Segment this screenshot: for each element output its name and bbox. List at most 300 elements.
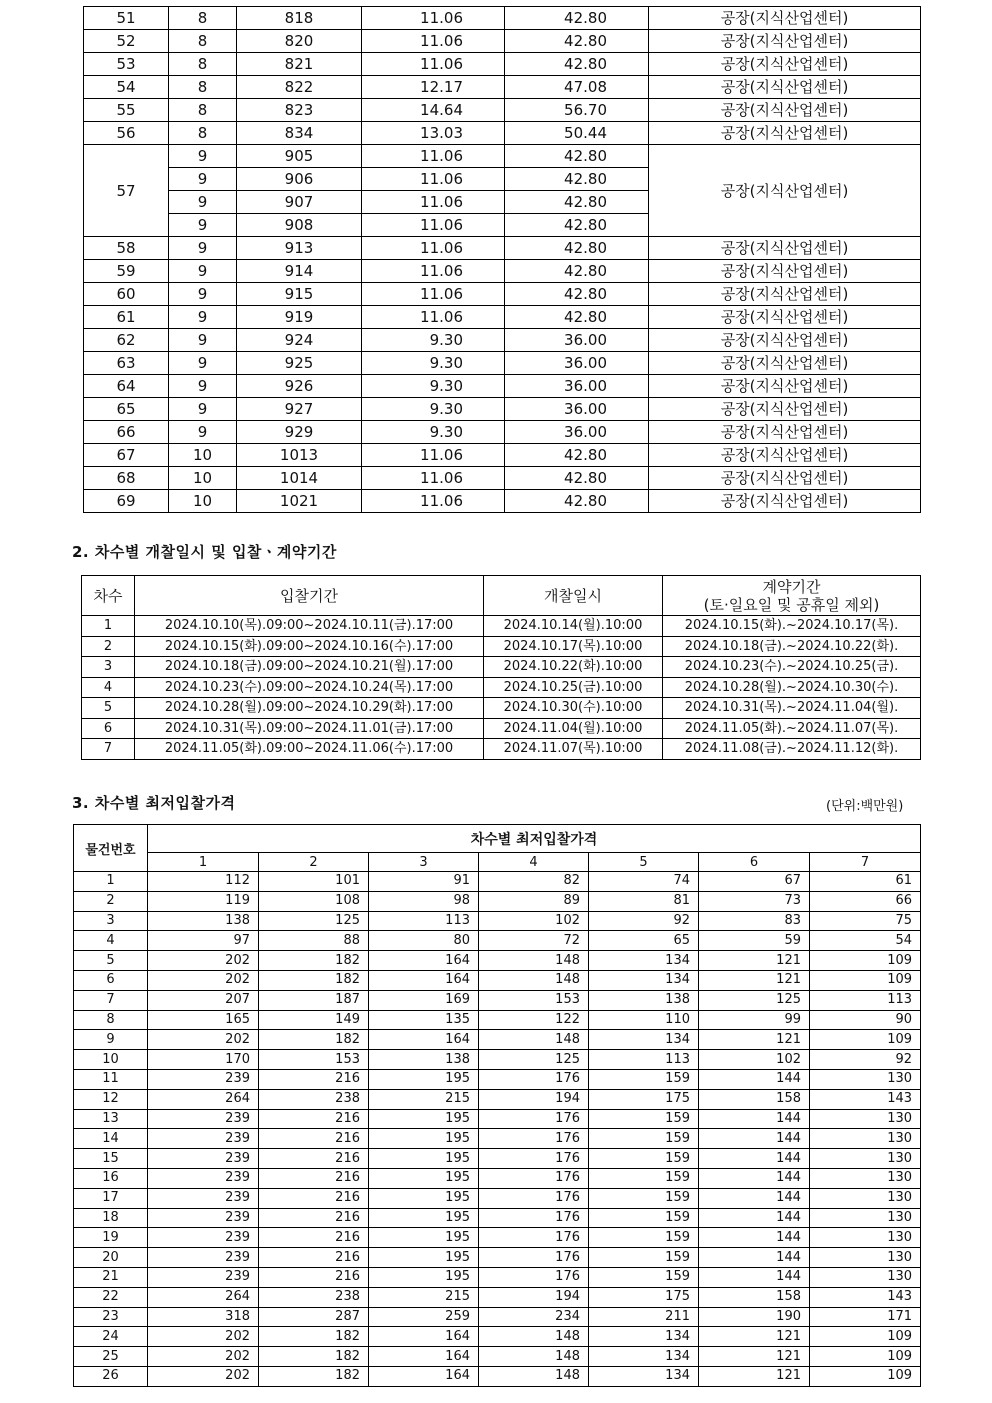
cell-floor: 9 [169, 398, 237, 421]
cell-floor: 9 [169, 168, 237, 191]
cell-price: 159 [589, 1188, 699, 1208]
table-row [84, 237, 921, 260]
table-row [84, 490, 921, 513]
cell-price: 176 [479, 1208, 589, 1228]
cell-use: 공장(지식산업센터) [649, 329, 921, 352]
price-header-row-2 [74, 853, 921, 872]
cell-price: 89 [479, 891, 589, 911]
cell-no: 59 [84, 260, 169, 283]
cell-price: 215 [369, 1089, 479, 1109]
cell-area: 11.06 [362, 260, 505, 283]
cell-bid-period: 2024.11.05(화).09:00~2024.11.06(수).17:00 [135, 739, 484, 760]
cell-price: 134 [589, 1030, 699, 1050]
cell-area: 9.30 [362, 375, 505, 398]
cell-use: 공장(지식산업센터) [649, 352, 921, 375]
cell-use: 공장(지식산업센터) [649, 99, 921, 122]
cell-use: 공장(지식산업센터) [649, 490, 921, 513]
cell-price: 159 [589, 1208, 699, 1228]
cell-price: 92 [810, 1050, 921, 1070]
cell-no: 60 [84, 283, 169, 306]
cell-area: 11.06 [362, 490, 505, 513]
cell-price: 176 [479, 1069, 589, 1089]
cell-price: 54 [810, 931, 921, 951]
cell-price: 159 [589, 1267, 699, 1287]
schedule-table [81, 575, 921, 760]
cell-price: 216 [259, 1149, 369, 1169]
cell-price: 148 [479, 951, 589, 971]
cell-no: 56 [84, 122, 169, 145]
cell-price: 113 [369, 911, 479, 931]
cell-price: 216 [259, 1109, 369, 1129]
cell-total: 42.80 [505, 467, 649, 490]
cell-area: 11.06 [362, 467, 505, 490]
cell-total: 42.80 [505, 7, 649, 30]
cell-total: 47.08 [505, 76, 649, 99]
cell-price: 99 [699, 1010, 810, 1030]
cell-price: 148 [479, 1327, 589, 1347]
table-row [74, 911, 921, 931]
cell-price: 90 [810, 1010, 921, 1030]
cell-total: 42.80 [505, 214, 649, 237]
cell-price: 121 [699, 1030, 810, 1050]
cell-area: 12.17 [362, 76, 505, 99]
property-table [83, 6, 921, 513]
cell-no: 55 [84, 99, 169, 122]
cell-use: 공장(지식산업센터) [649, 30, 921, 53]
cell-area: 11.06 [362, 168, 505, 191]
table-row [84, 467, 921, 490]
table-row [84, 306, 921, 329]
cell-no: 54 [84, 76, 169, 99]
cell-price: 125 [699, 990, 810, 1010]
unit-note: (단위:백만원) [826, 799, 904, 814]
cell-price: 130 [810, 1168, 921, 1188]
cell-unit: 1021 [237, 490, 362, 513]
cell-price: 113 [589, 1050, 699, 1070]
cell-price: 121 [699, 970, 810, 990]
table-row [74, 1069, 921, 1089]
cell-price: 138 [148, 911, 259, 931]
cell-price: 195 [369, 1188, 479, 1208]
cell-unit: 927 [237, 398, 362, 421]
cell-price: 202 [148, 1327, 259, 1347]
table-row [82, 698, 921, 719]
price-header-row-1 [74, 825, 921, 853]
cell-contract: 2024.10.23(수).~2024.10.25(금). [663, 657, 921, 678]
cell-price: 143 [810, 1287, 921, 1307]
cell-unit: 906 [237, 168, 362, 191]
cell-contract: 2024.11.05(화).~2024.11.07(목). [663, 718, 921, 739]
cell-floor: 9 [169, 145, 237, 168]
cell-no: 57 [84, 145, 169, 237]
cell-no: 52 [84, 30, 169, 53]
cell-no: 61 [84, 306, 169, 329]
cell-item-no: 6 [74, 970, 148, 990]
cell-price: 121 [699, 951, 810, 971]
cell-price: 259 [369, 1307, 479, 1327]
cell-item-no: 26 [74, 1366, 148, 1386]
cell-price: 164 [369, 1347, 479, 1367]
cell-price: 238 [259, 1287, 369, 1307]
cell-total: 56.70 [505, 99, 649, 122]
cell-price: 130 [810, 1267, 921, 1287]
cell-price: 176 [479, 1188, 589, 1208]
cell-item-no: 15 [74, 1149, 148, 1169]
table-row [84, 53, 921, 76]
cell-unit: 821 [237, 53, 362, 76]
cell-round: 5 [82, 698, 135, 719]
cell-price: 83 [699, 911, 810, 931]
cell-price: 149 [259, 1010, 369, 1030]
header-round-1: 1 [148, 853, 259, 872]
cell-item-no: 4 [74, 931, 148, 951]
cell-use: 공장(지식산업센터) [649, 398, 921, 421]
cell-price: 164 [369, 951, 479, 971]
cell-area: 9.30 [362, 398, 505, 421]
cell-contract: 2024.10.15(화).~2024.10.17(목). [663, 616, 921, 637]
cell-price: 264 [148, 1287, 259, 1307]
table-row [74, 1010, 921, 1030]
cell-price: 135 [369, 1010, 479, 1030]
cell-item-no: 24 [74, 1327, 148, 1347]
cell-price: 125 [479, 1050, 589, 1070]
cell-area: 11.06 [362, 444, 505, 467]
header-round-2: 2 [259, 853, 369, 872]
table-row [84, 260, 921, 283]
cell-area: 11.06 [362, 7, 505, 30]
cell-price: 130 [810, 1228, 921, 1248]
schedule-header-row [82, 576, 921, 616]
cell-unit: 925 [237, 352, 362, 375]
cell-price: 74 [589, 872, 699, 892]
cell-item-no: 2 [74, 891, 148, 911]
cell-use: 공장(지식산업센터) [649, 421, 921, 444]
cell-price: 239 [148, 1168, 259, 1188]
table-row [74, 1228, 921, 1248]
cell-opening: 2024.10.14(월).10:00 [484, 616, 663, 637]
cell-price: 170 [148, 1050, 259, 1070]
cell-price: 134 [589, 1327, 699, 1347]
table-row [74, 1307, 921, 1327]
cell-price: 195 [369, 1109, 479, 1129]
cell-price: 195 [369, 1208, 479, 1228]
cell-no: 69 [84, 490, 169, 513]
cell-price: 176 [479, 1109, 589, 1129]
cell-floor: 9 [169, 352, 237, 375]
cell-price: 239 [148, 1208, 259, 1228]
cell-item-no: 9 [74, 1030, 148, 1050]
cell-item-no: 23 [74, 1307, 148, 1327]
cell-floor: 8 [169, 7, 237, 30]
table-row [74, 891, 921, 911]
table-row [84, 122, 921, 145]
cell-price: 125 [259, 911, 369, 931]
cell-price: 144 [699, 1069, 810, 1089]
header-round-3: 3 [369, 853, 479, 872]
cell-price: 159 [589, 1149, 699, 1169]
cell-price: 108 [259, 891, 369, 911]
cell-contract: 2024.11.08(금).~2024.11.12(화). [663, 739, 921, 760]
cell-price: 65 [589, 931, 699, 951]
table-row [74, 1129, 921, 1149]
cell-price: 144 [699, 1208, 810, 1228]
cell-price: 195 [369, 1149, 479, 1169]
cell-floor: 8 [169, 53, 237, 76]
cell-item-no: 21 [74, 1267, 148, 1287]
cell-price: 81 [589, 891, 699, 911]
cell-area: 14.64 [362, 99, 505, 122]
cell-unit: 914 [237, 260, 362, 283]
table-row [82, 677, 921, 698]
header-item-no: 물건번호 [74, 825, 148, 872]
cell-price: 216 [259, 1129, 369, 1149]
cell-price: 158 [699, 1287, 810, 1307]
cell-price: 61 [810, 872, 921, 892]
table-row [74, 1168, 921, 1188]
cell-unit: 907 [237, 191, 362, 214]
cell-floor: 8 [169, 99, 237, 122]
cell-total: 42.80 [505, 191, 649, 214]
table-row [84, 283, 921, 306]
cell-opening: 2024.11.07(목).10:00 [484, 739, 663, 760]
cell-item-no: 7 [74, 990, 148, 1010]
cell-use: 공장(지식산업센터) [649, 76, 921, 99]
cell-price: 130 [810, 1069, 921, 1089]
header-price-group: 차수별 최저입찰가격 [148, 825, 921, 853]
cell-no: 63 [84, 352, 169, 375]
cell-price: 109 [810, 970, 921, 990]
cell-opening: 2024.11.04(월).10:00 [484, 718, 663, 739]
cell-price: 195 [369, 1248, 479, 1268]
cell-round: 2 [82, 636, 135, 657]
table-row [84, 375, 921, 398]
cell-floor: 8 [169, 76, 237, 99]
cell-price: 144 [699, 1149, 810, 1169]
cell-area: 11.06 [362, 30, 505, 53]
cell-price: 102 [699, 1050, 810, 1070]
cell-price: 202 [148, 1347, 259, 1367]
cell-price: 144 [699, 1168, 810, 1188]
cell-total: 42.80 [505, 283, 649, 306]
cell-total: 42.80 [505, 490, 649, 513]
min-price-table [73, 824, 921, 1387]
table-row [74, 872, 921, 892]
cell-price: 176 [479, 1168, 589, 1188]
cell-price: 138 [369, 1050, 479, 1070]
cell-price: 216 [259, 1168, 369, 1188]
cell-unit: 924 [237, 329, 362, 352]
table-row [74, 951, 921, 971]
cell-unit: 915 [237, 283, 362, 306]
cell-floor: 9 [169, 375, 237, 398]
cell-price: 109 [810, 1347, 921, 1367]
cell-bid-period: 2024.10.28(월).09:00~2024.10.29(화).17:00 [135, 698, 484, 719]
cell-price: 164 [369, 970, 479, 990]
cell-price: 110 [589, 1010, 699, 1030]
cell-price: 121 [699, 1366, 810, 1386]
cell-bid-period: 2024.10.31(목).09:00~2024.11.01(금).17:00 [135, 718, 484, 739]
cell-floor: 9 [169, 260, 237, 283]
table-row [74, 1347, 921, 1367]
cell-price: 159 [589, 1248, 699, 1268]
cell-price: 159 [589, 1069, 699, 1089]
cell-price: 144 [699, 1188, 810, 1208]
cell-price: 211 [589, 1307, 699, 1327]
header-round-5: 5 [589, 853, 699, 872]
cell-item-no: 18 [74, 1208, 148, 1228]
cell-price: 134 [589, 1366, 699, 1386]
cell-price: 175 [589, 1287, 699, 1307]
cell-price: 264 [148, 1089, 259, 1109]
cell-price: 195 [369, 1228, 479, 1248]
cell-area: 11.06 [362, 283, 505, 306]
cell-floor: 9 [169, 283, 237, 306]
property-table-body [84, 7, 921, 513]
cell-price: 59 [699, 931, 810, 951]
cell-item-no: 16 [74, 1168, 148, 1188]
cell-price: 148 [479, 1347, 589, 1367]
cell-price: 182 [259, 1030, 369, 1050]
cell-round: 3 [82, 657, 135, 678]
cell-price: 176 [479, 1149, 589, 1169]
cell-price: 66 [810, 891, 921, 911]
cell-total: 50.44 [505, 122, 649, 145]
table-row [74, 931, 921, 951]
cell-item-no: 12 [74, 1089, 148, 1109]
cell-unit: 834 [237, 122, 362, 145]
header-contract-line1: 계약기간 [762, 577, 821, 596]
table-row [74, 1267, 921, 1287]
cell-total: 42.80 [505, 306, 649, 329]
cell-price: 239 [148, 1129, 259, 1149]
cell-total: 42.80 [505, 444, 649, 467]
cell-price: 171 [810, 1307, 921, 1327]
cell-no: 66 [84, 421, 169, 444]
cell-price: 148 [479, 970, 589, 990]
header-round-7: 7 [810, 853, 921, 872]
cell-price: 143 [810, 1089, 921, 1109]
cell-price: 194 [479, 1089, 589, 1109]
min-price-table-body [74, 872, 921, 1387]
cell-item-no: 11 [74, 1069, 148, 1089]
cell-price: 130 [810, 1149, 921, 1169]
cell-price: 169 [369, 990, 479, 1010]
cell-price: 195 [369, 1168, 479, 1188]
table-row [74, 1149, 921, 1169]
cell-price: 194 [479, 1287, 589, 1307]
cell-price: 153 [259, 1050, 369, 1070]
cell-area: 9.30 [362, 329, 505, 352]
cell-floor: 10 [169, 444, 237, 467]
cell-area: 11.06 [362, 145, 505, 168]
cell-total: 42.80 [505, 237, 649, 260]
cell-area: 11.06 [362, 53, 505, 76]
cell-round: 1 [82, 616, 135, 637]
cell-opening: 2024.10.25(금).10:00 [484, 677, 663, 698]
cell-price: 80 [369, 931, 479, 951]
cell-opening: 2024.10.17(목).10:00 [484, 636, 663, 657]
table-row [74, 1030, 921, 1050]
cell-unit: 908 [237, 214, 362, 237]
cell-price: 164 [369, 1030, 479, 1050]
cell-floor: 9 [169, 237, 237, 260]
cell-price: 92 [589, 911, 699, 931]
cell-use: 공장(지식산업센터) [649, 306, 921, 329]
table-row [82, 616, 921, 637]
cell-price: 144 [699, 1129, 810, 1149]
section2-title: 2. 차수별 개찰일시 및 입찰ㆍ계약기간 [72, 543, 337, 561]
cell-price: 182 [259, 970, 369, 990]
cell-price: 165 [148, 1010, 259, 1030]
cell-floor: 9 [169, 214, 237, 237]
cell-use: 공장(지식산업센터) [649, 375, 921, 398]
cell-price: 144 [699, 1267, 810, 1287]
cell-price: 113 [810, 990, 921, 1010]
cell-price: 158 [699, 1089, 810, 1109]
cell-price: 159 [589, 1168, 699, 1188]
table-row [84, 7, 921, 30]
cell-price: 109 [810, 1327, 921, 1347]
cell-unit: 820 [237, 30, 362, 53]
cell-item-no: 19 [74, 1228, 148, 1248]
cell-use: 공장(지식산업센터) [649, 7, 921, 30]
cell-price: 130 [810, 1129, 921, 1149]
cell-price: 73 [699, 891, 810, 911]
cell-unit: 913 [237, 237, 362, 260]
cell-total: 42.80 [505, 53, 649, 76]
cell-contract: 2024.10.28(월).~2024.10.30(수). [663, 677, 921, 698]
header-contract [663, 576, 921, 616]
cell-price: 102 [479, 911, 589, 931]
cell-price: 234 [479, 1307, 589, 1327]
cell-bid-period: 2024.10.15(화).09:00~2024.10.16(수).17:00 [135, 636, 484, 657]
cell-unit: 919 [237, 306, 362, 329]
cell-unit: 926 [237, 375, 362, 398]
header-opening: 개찰일시 [484, 576, 663, 616]
cell-area: 13.03 [362, 122, 505, 145]
table-row [74, 1109, 921, 1129]
cell-price: 239 [148, 1228, 259, 1248]
cell-price: 112 [148, 872, 259, 892]
cell-price: 202 [148, 951, 259, 971]
cell-price: 119 [148, 891, 259, 911]
cell-area: 9.30 [362, 352, 505, 375]
cell-item-no: 5 [74, 951, 148, 971]
cell-total: 42.80 [505, 30, 649, 53]
table-row [82, 718, 921, 739]
cell-use: 공장(지식산업센터) [649, 145, 921, 237]
cell-floor: 8 [169, 122, 237, 145]
cell-price: 144 [699, 1228, 810, 1248]
table-row [74, 990, 921, 1010]
cell-price: 159 [589, 1228, 699, 1248]
cell-item-no: 3 [74, 911, 148, 931]
cell-price: 72 [479, 931, 589, 951]
cell-price: 148 [479, 1366, 589, 1386]
cell-price: 195 [369, 1069, 479, 1089]
cell-price: 318 [148, 1307, 259, 1327]
cell-unit: 929 [237, 421, 362, 444]
cell-price: 216 [259, 1188, 369, 1208]
cell-use: 공장(지식산업센터) [649, 237, 921, 260]
cell-opening: 2024.10.30(수).10:00 [484, 698, 663, 719]
cell-unit: 1013 [237, 444, 362, 467]
cell-item-no: 20 [74, 1248, 148, 1268]
cell-area: 9.30 [362, 421, 505, 444]
cell-area: 11.06 [362, 191, 505, 214]
cell-price: 238 [259, 1089, 369, 1109]
cell-area: 11.06 [362, 306, 505, 329]
